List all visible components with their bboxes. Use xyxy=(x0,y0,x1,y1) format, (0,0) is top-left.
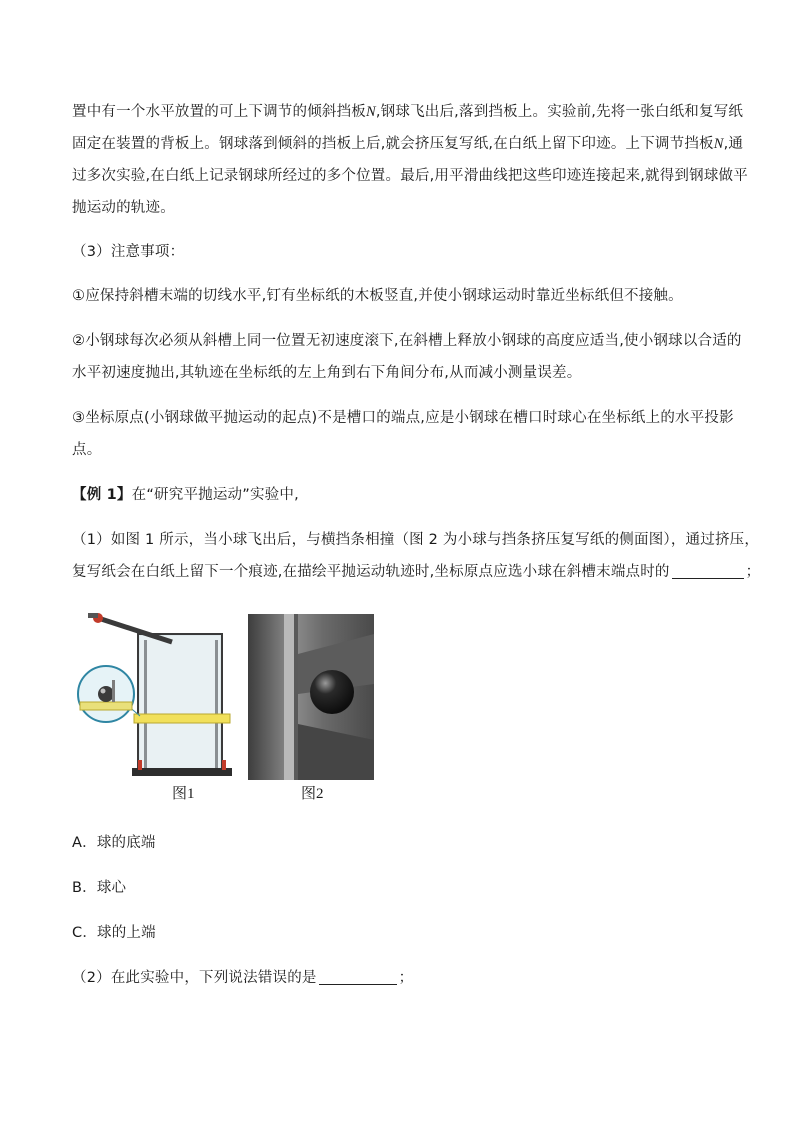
text: 固定在装置的背板上。钢球落到倾斜的挡板上后,就会挤压复写纸,在白纸上留下印迹。上下调节挡板 xyxy=(72,136,714,152)
text: （2）在此实验中，下列说法错误的是 xyxy=(72,970,317,986)
option-c[interactable]: C．球的上端 xyxy=(72,925,156,941)
note-3-line2: 点。 xyxy=(72,442,102,458)
text: ； xyxy=(745,564,761,580)
var-n: N xyxy=(713,136,724,152)
question-2 xyxy=(72,962,724,994)
figure-2-side-view xyxy=(248,614,374,780)
text: ,钢球飞出后,落到挡板上。实验前,先将一张白纸和复写纸 xyxy=(375,104,744,120)
answer-blank-2[interactable] xyxy=(319,968,397,985)
text: 复写纸会在白纸上留下一个痕迹,在描绘平抛运动轨迹时,坐标原点应选小球在斜槽末端点时的 xyxy=(72,564,670,580)
note-2-line1: ②小钢球每次必须从斜槽上同一位置无初速度滚下,在斜槽上释放小钢球的高度应适当,使小钢球以合适的 xyxy=(72,333,742,349)
para1-line3: 过多次实验,在白纸上记录钢球所经过的多个位置。最后,用平滑曲线把这些印迹连接起来,就得到钢球做平 xyxy=(72,168,748,184)
question-1-line1: （1）如图 1 所示，当小球飞出后，与横挡条相撞（图 2 为小球与挡条挤压复写纸的侧面图），通过挤压， xyxy=(72,532,760,548)
text: ,通 xyxy=(723,136,744,152)
option-a[interactable]: A．球的底端 xyxy=(72,835,156,851)
notes-heading: （3）注意事项： xyxy=(72,244,185,260)
para1-line1 xyxy=(72,96,744,128)
note-3-line1: ③坐标原点(小钢球做平抛运动的起点)不是槽口的端点,应是小钢球在槽口时球心在坐标纸上的水平投影 xyxy=(72,410,734,426)
figure-1-caption: 图1 xyxy=(172,786,195,802)
example-tag: 【例 1】 xyxy=(72,487,132,503)
text: 在“研究平抛运动”实验中, xyxy=(131,487,299,503)
option-b[interactable]: B．球心 xyxy=(72,880,127,896)
para1-line2 xyxy=(72,128,744,160)
var-n: N xyxy=(366,104,376,120)
answer-blank-1[interactable] xyxy=(672,562,744,579)
text: ； xyxy=(398,970,414,986)
figure-1-apparatus xyxy=(76,610,236,780)
note-2-line2: 水平初速度抛出,其轨迹在坐标纸的左上角到右下角间分布,从而减小测量误差。 xyxy=(72,365,582,381)
figure-2-caption: 图2 xyxy=(301,786,324,802)
para1-line4: 抛运动的轨迹。 xyxy=(72,200,175,216)
question-1-line2 xyxy=(72,556,761,588)
note-1: ①应保持斜槽末端的切线水平,钉有坐标纸的木板竖直,并使小钢球运动时靠近坐标纸但不接触。 xyxy=(72,288,683,304)
example-intro xyxy=(72,479,724,511)
text: 置中有一个水平放置的可上下调节的倾斜挡板 xyxy=(72,104,366,120)
